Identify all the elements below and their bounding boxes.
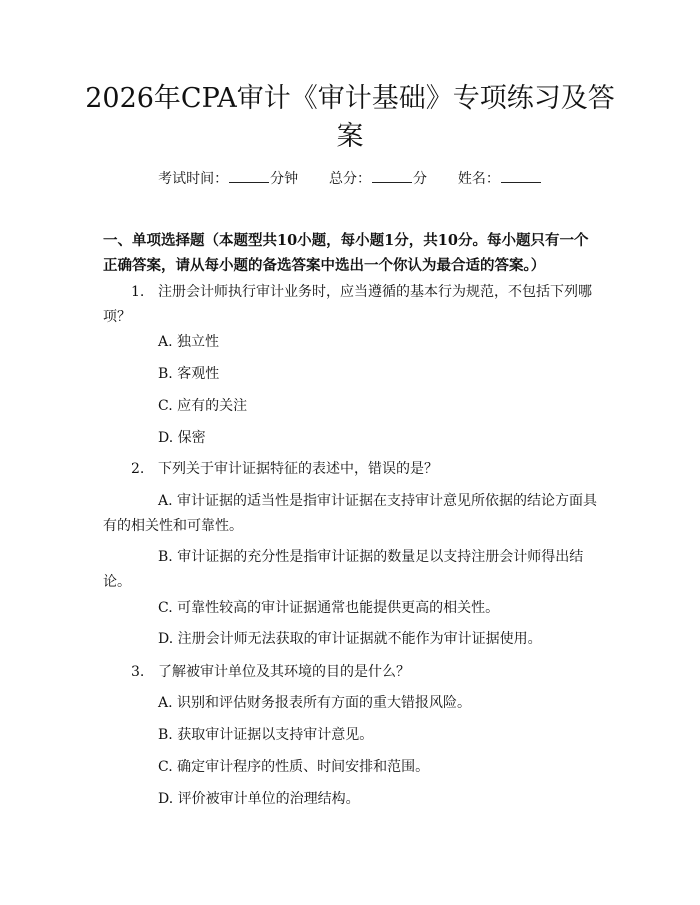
option-letter: B. (158, 727, 173, 743)
page-title: 2026年CPA审计《审计基础》专项练习及答案 (85, 83, 615, 152)
question-number: 2. (131, 461, 145, 477)
name-label: 姓名： (457, 171, 500, 187)
question-number: 3. (131, 664, 145, 680)
option-text: 保密 (177, 430, 206, 446)
option-text: 客观性 (177, 366, 220, 382)
option-letter: C. (158, 759, 173, 775)
option-letter: C. (158, 398, 173, 414)
option-3b (158, 723, 598, 748)
option-text: 识别和评估财务报表所有方面的重大错报风险。 (177, 695, 472, 711)
time-unit: 分钟 (270, 171, 299, 187)
question-2 (103, 457, 599, 482)
score-label: 总分： (329, 171, 371, 187)
option-3d (158, 787, 598, 812)
option-3c (158, 755, 598, 780)
time-label: 考试时间： (158, 171, 229, 187)
option-letter: B. (158, 366, 173, 382)
option-text: 获取审计证据以支持审计意见。 (177, 727, 374, 743)
option-text: 应有的关注 (177, 398, 248, 414)
exam-info (0, 169, 700, 189)
option-letter: B. (158, 549, 173, 565)
section-heading: 一、单项选择题（本题型共10小题，每小题1分，共10分。每小题只有一个正确答案，请从每小题的备选答案中选出一个你认为最合适的答案。） (103, 232, 589, 274)
option-2c (158, 596, 598, 621)
option-letter: A. (158, 695, 173, 711)
score-blank (372, 170, 412, 183)
option-letter: A. (158, 334, 173, 350)
option-text: 可靠性较高的审计证据通常也能提供更高的相关性。 (177, 600, 500, 616)
name-blank (501, 170, 541, 183)
option-letter: D. (158, 430, 174, 446)
option-1b (158, 362, 598, 387)
option-letter: C. (158, 600, 173, 616)
option-2b (103, 545, 599, 595)
option-text: 审计证据的充分性是指审计证据的数量足以支持注册会计师得出结论。 (103, 549, 584, 590)
option-text: 评价被审计单位的治理结构。 (177, 791, 360, 807)
time-blank (229, 170, 269, 183)
option-text: 确定审计程序的性质、时间安排和范围。 (177, 759, 430, 775)
option-1c (158, 394, 598, 419)
question-text: 注册会计师执行审计业务时，应当遵循的基本行为规范，不包括下列哪项？ (103, 284, 592, 325)
option-letter: A. (158, 493, 173, 509)
question-1 (103, 280, 599, 330)
option-letter: D. (158, 791, 174, 807)
option-text: 审计证据的适当性是指审计证据在支持审计意见所依据的结论方面具有的相关性和可靠性。 (103, 493, 598, 534)
question-text: 下列关于审计证据特征的表述中，错误的是？ (158, 461, 438, 477)
option-text: 注册会计师无法获取的审计证据就不能作为审计证据使用。 (177, 631, 542, 647)
question-text: 了解被审计单位及其环境的目的是什么？ (158, 664, 410, 680)
option-letter: D. (158, 631, 174, 647)
option-1a (158, 330, 598, 355)
option-2a (103, 489, 599, 539)
option-text: 独立性 (177, 334, 220, 350)
option-1d (158, 426, 598, 451)
question-number: 1. (131, 284, 145, 300)
option-2d (158, 627, 598, 652)
question-3 (103, 660, 599, 685)
option-3a (158, 691, 598, 716)
score-unit: 分 (413, 171, 427, 187)
